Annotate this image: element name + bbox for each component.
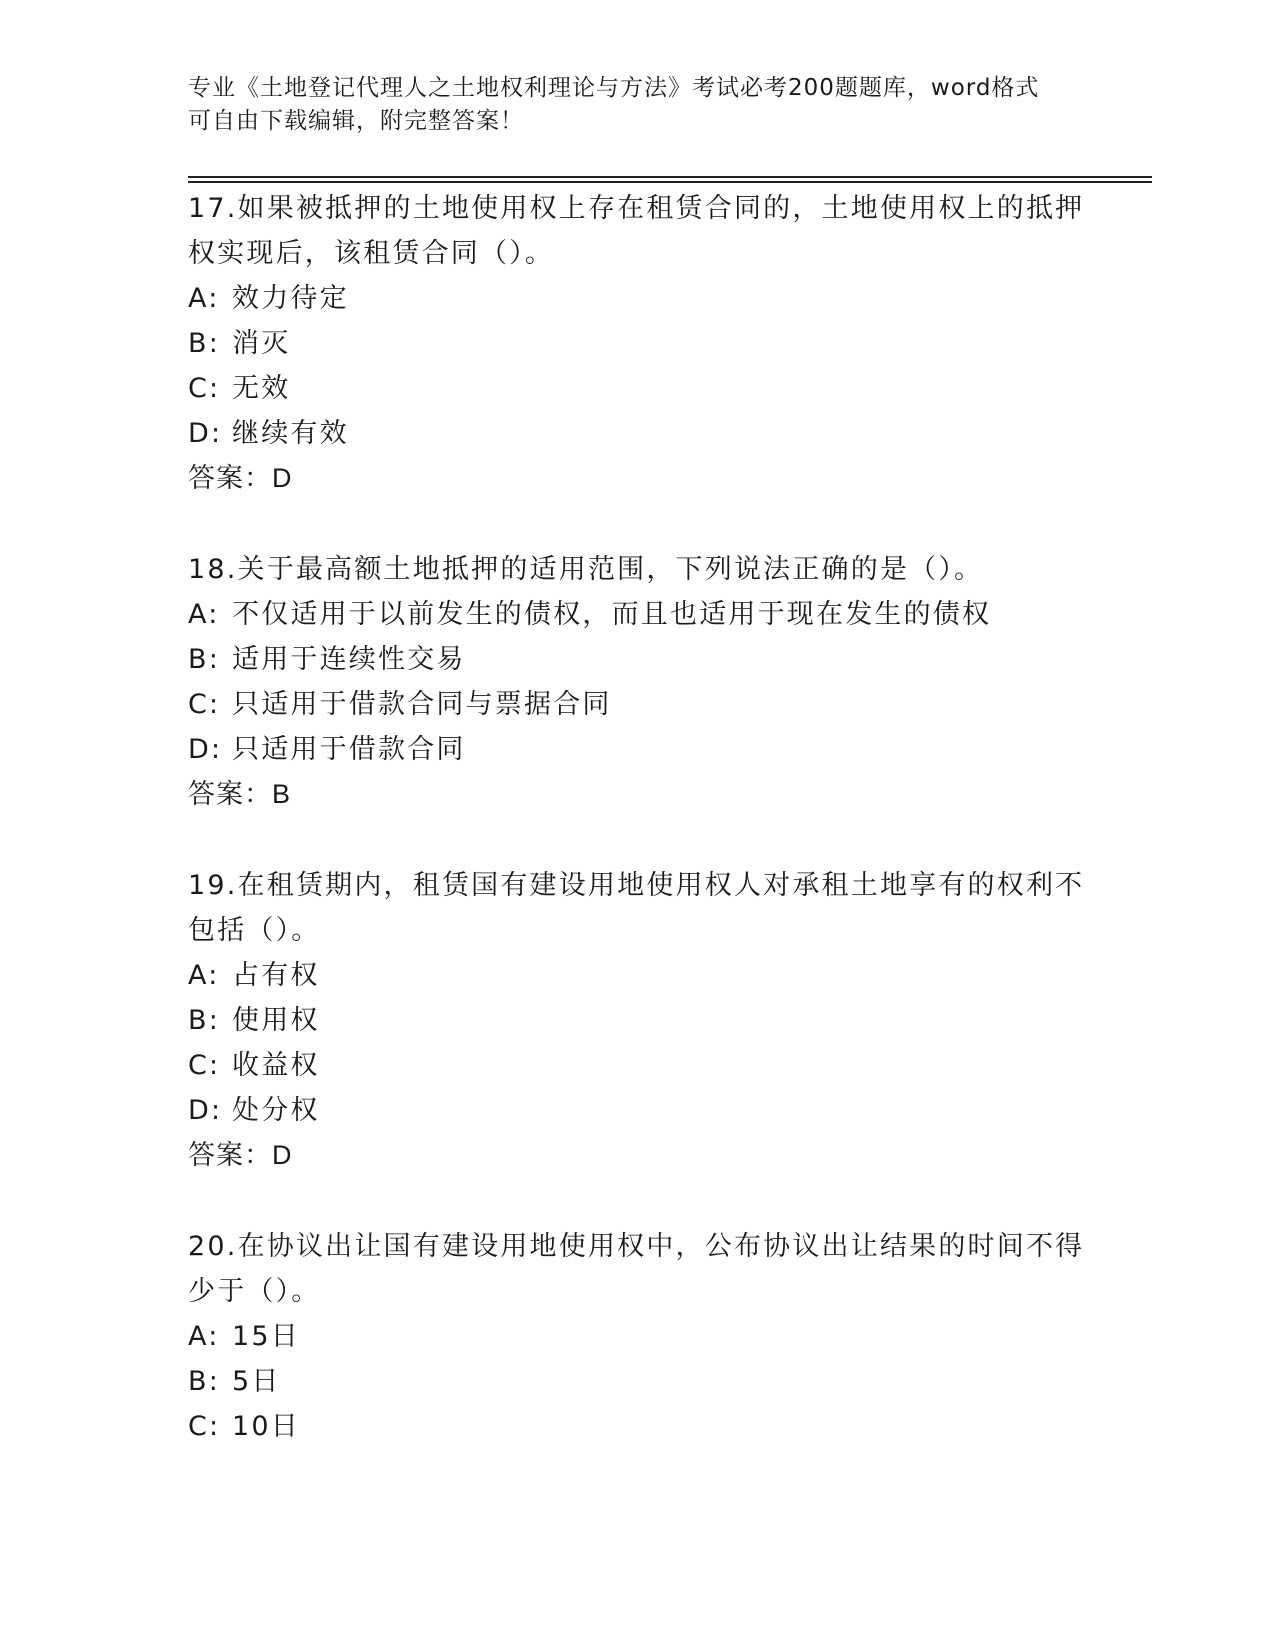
option-key: D: (188, 734, 223, 765)
question-stem (188, 186, 1088, 276)
option-d (188, 727, 1088, 772)
option-text: 适用于连续性交易 (232, 644, 466, 675)
answer-line: 答案：D (188, 463, 293, 493)
option-a (188, 276, 1088, 321)
option-text: 10日 (232, 1411, 300, 1442)
option-text: 效力待定 (232, 283, 349, 314)
option-c (188, 1043, 1088, 1088)
option-text: 15日 (232, 1321, 300, 1352)
option-key: A: (188, 599, 220, 630)
option-d (188, 411, 1088, 456)
question-stem-line: 权实现后，该租赁合同（）。 (188, 238, 555, 269)
answer-line: 答案：B (188, 779, 292, 809)
header-divider-secondary (188, 181, 1152, 183)
question-19 (188, 863, 1088, 1178)
option-key: C: (188, 373, 221, 404)
option-key: A: (188, 960, 220, 991)
document-header (188, 72, 1068, 138)
answer-line: 答案：D (188, 1140, 293, 1170)
option-b (188, 1359, 1088, 1404)
option-key: C: (188, 1050, 221, 1081)
option-text: 使用权 (232, 1005, 320, 1036)
option-key: B: (188, 644, 221, 675)
option-text: 处分权 (232, 1095, 320, 1126)
question-list (188, 186, 1088, 1495)
question-stem-line: 17.如果被抵押的土地使用权上存在租赁合同的，土地使用权上的抵押 (188, 193, 1085, 224)
option-key: A: (188, 283, 220, 314)
question-18 (188, 547, 1088, 817)
question-20 (188, 1224, 1088, 1449)
question-stem-line: 包括（）。 (188, 915, 321, 946)
option-c (188, 1404, 1088, 1449)
option-key: C: (188, 1411, 221, 1442)
option-b (188, 321, 1088, 366)
option-text: 5日 (232, 1366, 281, 1397)
option-b (188, 637, 1088, 682)
option-key: A: (188, 1321, 220, 1352)
question-17 (188, 186, 1088, 501)
option-a (188, 592, 1088, 637)
option-text: 只适用于借款合同与票据合同 (232, 689, 612, 720)
option-text: 无效 (232, 373, 291, 404)
option-text: 占有权 (232, 960, 320, 991)
header-line-1: 专业《土地登记代理人之土地权利理论与方法》考试必考200题题库，word格式 (188, 75, 1040, 101)
question-stem (188, 863, 1088, 953)
option-key: D: (188, 418, 223, 449)
question-stem-line: 20.在协议出让国有建设用地使用权中，公布协议出让结果的时间不得 (188, 1231, 1085, 1262)
option-a (188, 953, 1088, 998)
question-stem-line: 19.在租赁期内，租赁国有建设用地使用权人对承租土地享有的权利不 (188, 870, 1085, 901)
option-key: B: (188, 328, 221, 359)
option-key: D: (188, 1095, 223, 1126)
option-c (188, 366, 1088, 411)
question-stem (188, 1224, 1088, 1314)
option-text: 继续有效 (232, 418, 349, 449)
option-text: 收益权 (232, 1050, 320, 1081)
option-key: B: (188, 1005, 221, 1036)
question-stem-line: 少于（）。 (188, 1276, 321, 1307)
option-c (188, 682, 1088, 727)
option-a (188, 1314, 1088, 1359)
header-divider (188, 176, 1152, 178)
option-d (188, 1088, 1088, 1133)
header-line-2: 可自由下载编辑，附完整答案！ (188, 108, 524, 134)
question-stem-line: 18.关于最高额土地抵押的适用范围，下列说法正确的是（）。 (188, 554, 984, 585)
option-key: B: (188, 1366, 221, 1397)
option-b (188, 998, 1088, 1043)
option-key: C: (188, 689, 221, 720)
question-stem (188, 547, 1088, 592)
option-text: 只适用于借款合同 (232, 734, 466, 765)
option-text: 不仅适用于以前发生的债权，而且也适用于现在发生的债权 (232, 599, 992, 630)
option-text: 消灭 (232, 328, 291, 359)
